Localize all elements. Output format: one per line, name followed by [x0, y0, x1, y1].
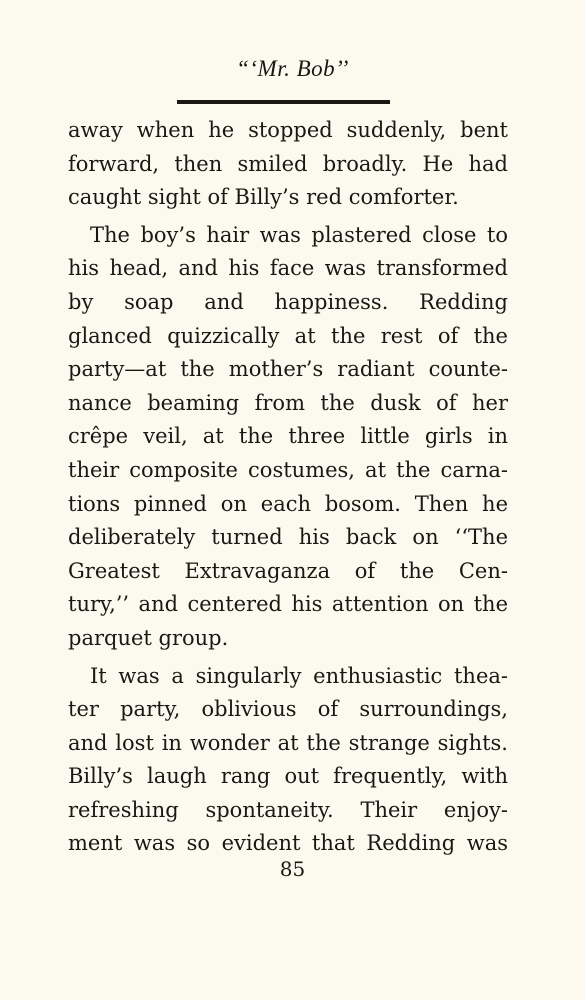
text-line: ter party, oblivious of surroundings,: [68, 697, 508, 722]
text-line: The boy’s hair was plastered close to: [90, 222, 508, 247]
header-rule: [177, 100, 390, 104]
text-line: party—at the mother’s radiant counte-: [68, 357, 508, 382]
text-line: crêpe veil, at the three little girls in: [68, 424, 508, 449]
text-line: It was a singularly enthusiastic thea-: [90, 663, 508, 688]
text-line: forward, then smiled broadly. He had: [68, 151, 508, 176]
text-line: ment was so evident that Redding was: [68, 831, 508, 856]
paragraph: [68, 660, 508, 862]
text-line: tury,’’ and centered his attention on the: [68, 592, 508, 617]
text-line: their composite costumes, at the carna-: [68, 457, 508, 482]
text-line: refreshing spontaneity. Their enjoy-: [68, 797, 508, 822]
text-line: by soap and happiness. Redding: [68, 289, 508, 314]
paragraph: [68, 114, 508, 215]
text-line: Greatest Extravaganza of the Cen-: [68, 558, 508, 583]
body-text: [68, 114, 508, 861]
text-line: away when he stopped suddenly, bent: [68, 118, 508, 142]
running-head: “‘Mr. Bob’’: [236, 56, 349, 81]
text-line: glanced quizzically at the rest of the: [68, 323, 508, 348]
text-line: Billy’s laugh rang out frequently, with: [68, 764, 508, 789]
text-line: nance beaming from the dusk of her: [68, 390, 508, 415]
text-line: deliberately turned his back on ‘‘The: [68, 525, 508, 550]
text-line: tions pinned on each bosom. Then he: [68, 491, 508, 516]
text-line: caught sight of Billy’s red comforter.: [68, 185, 459, 210]
text-line: parquet group.: [68, 625, 229, 650]
page-number: 85: [279, 857, 306, 881]
text-line: his head, and his face was transformed: [68, 256, 508, 281]
text-line: and lost in wonder at the strange sights.: [68, 730, 508, 755]
paragraph: [68, 219, 508, 656]
